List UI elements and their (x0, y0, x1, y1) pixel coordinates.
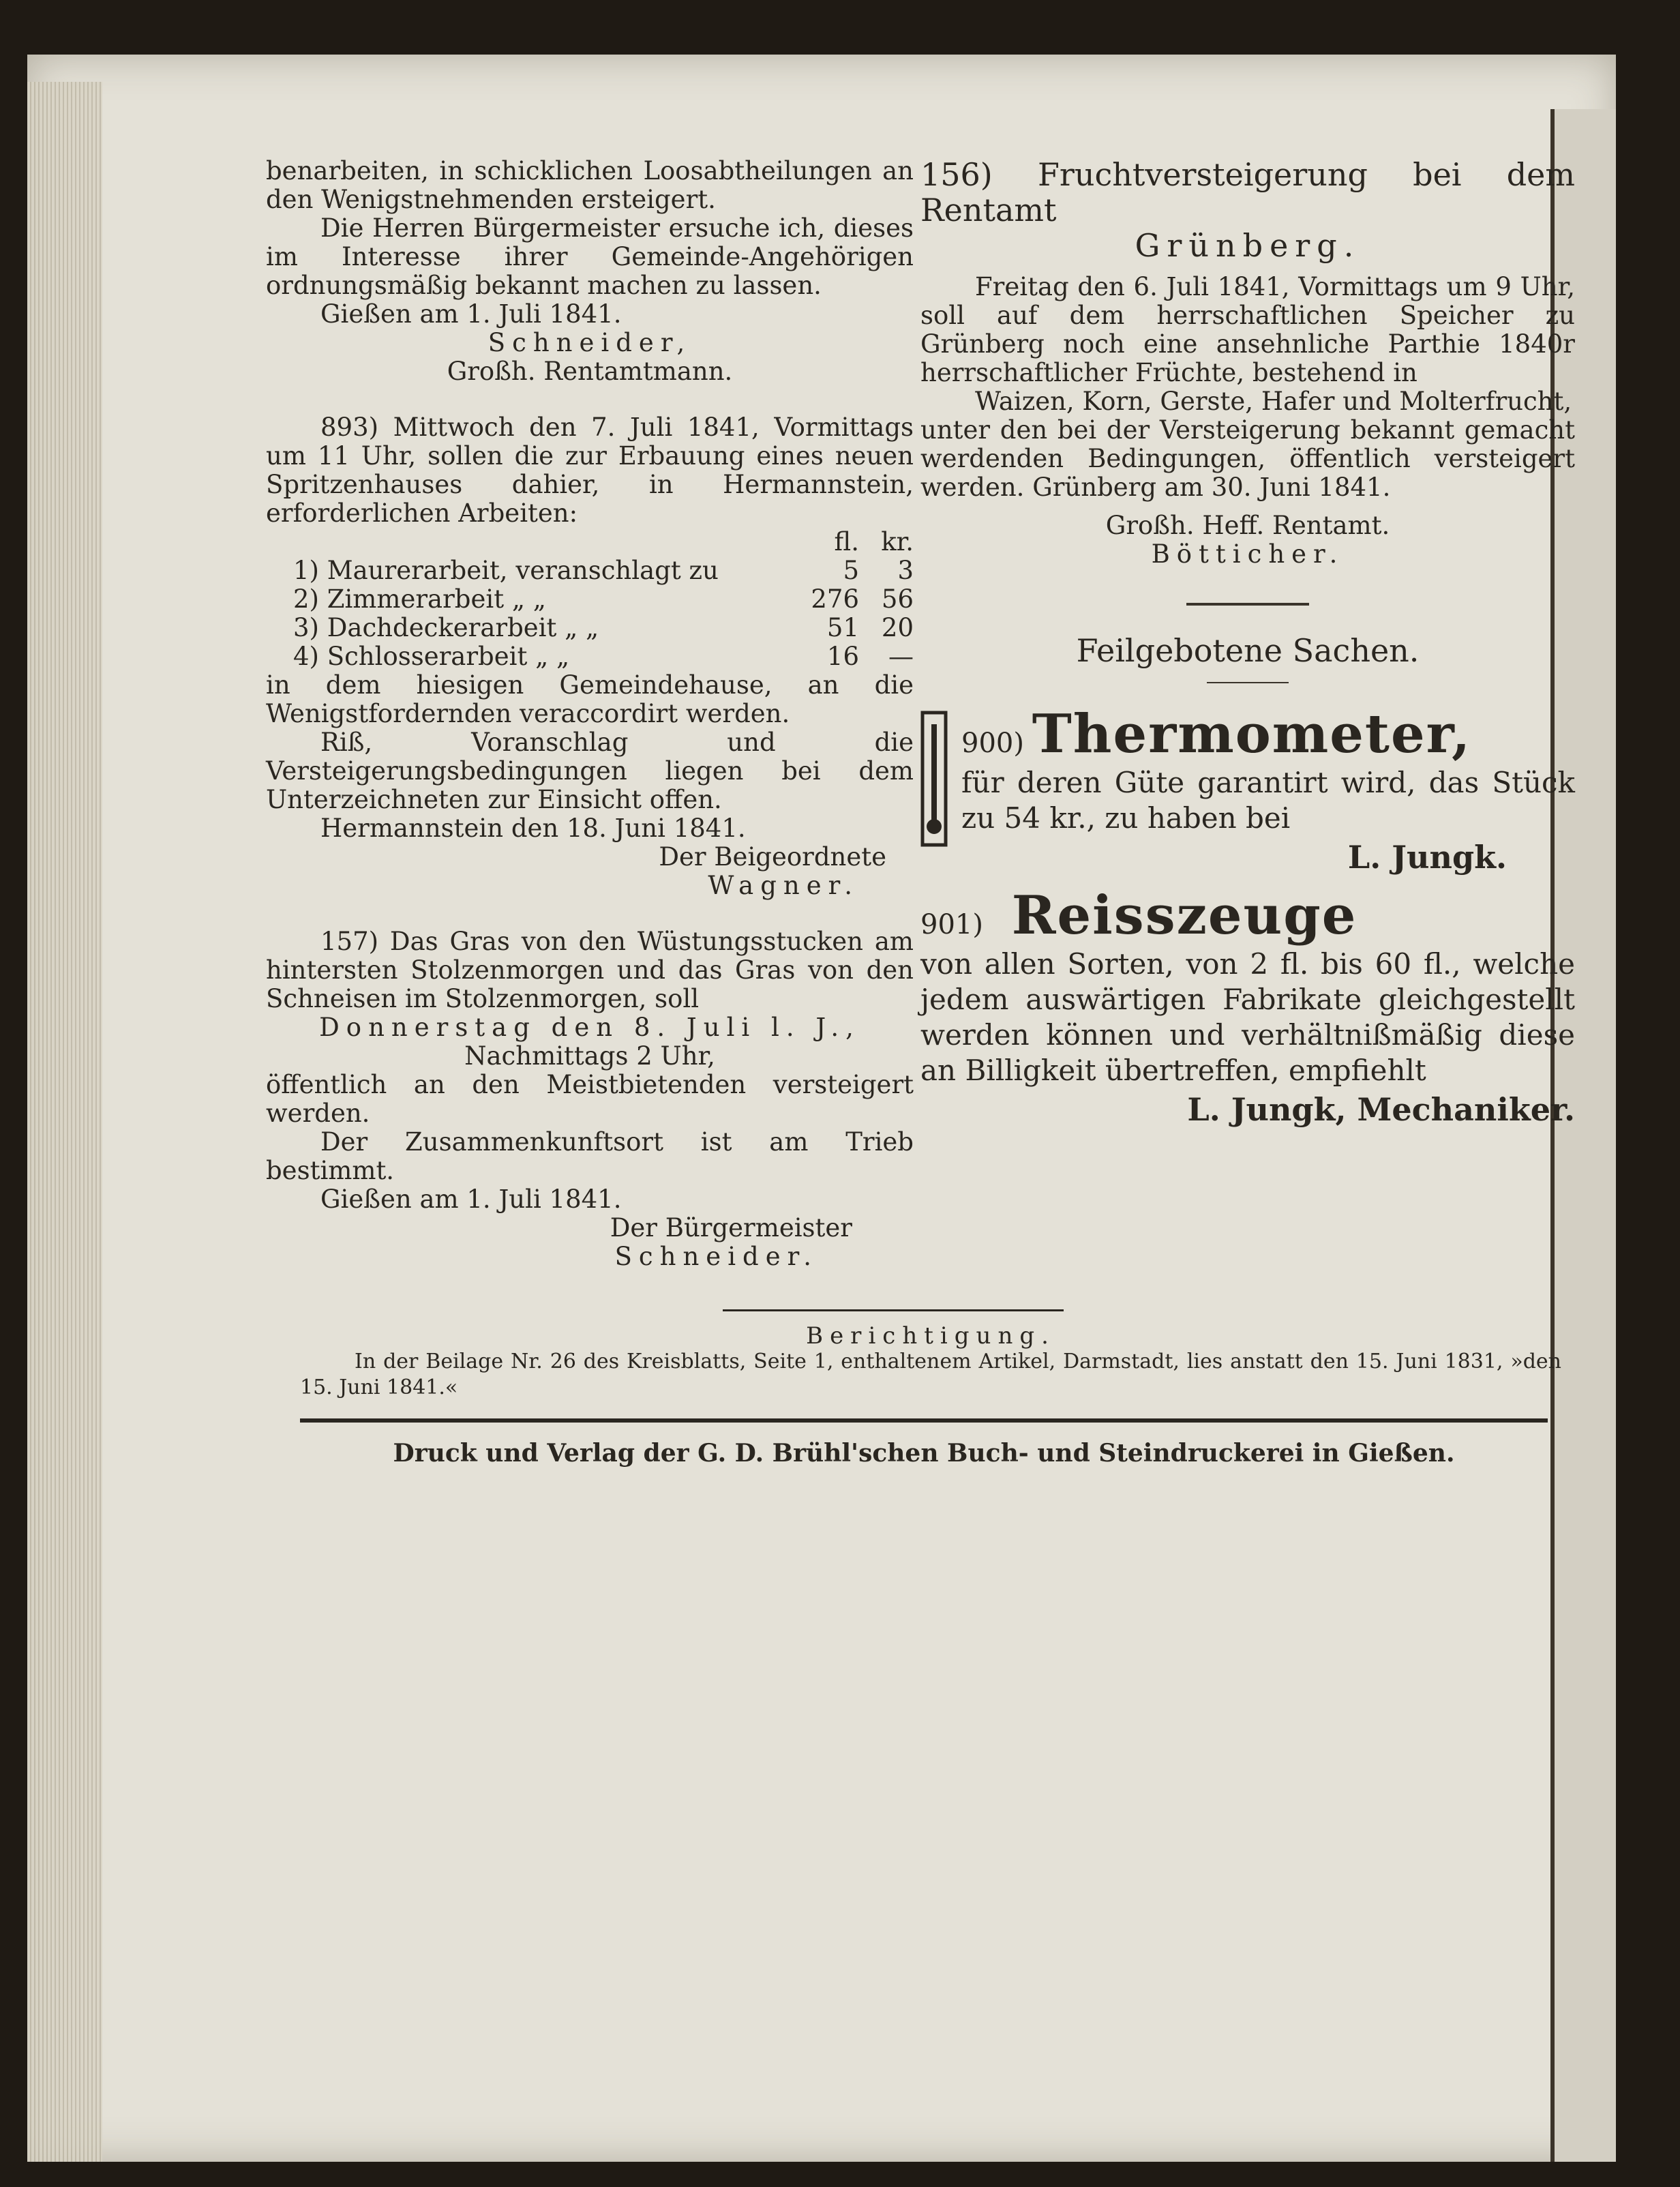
notice-893-signature: Wagner. (708, 871, 859, 900)
ad-900-number: 900) (961, 728, 1024, 759)
ad-901-body: von allen Sorten, von 2 fl. bis 60 fl., welche jedem auswärtigen Fabrikate gleichgestellt werden können und verhältnißmäßig diese an Billigkeit übertreffen, empfiehlt (920, 947, 1575, 1087)
cost-row: 4) Schlosserarbeit „ „ 16 — (293, 642, 914, 671)
newspaper-page (27, 55, 1616, 2162)
notice-157-date: Donnerstag den 8. Juli l. J., (319, 1013, 860, 1042)
ad-901-signature: L. Jungk, Mechaniker. (1187, 1091, 1575, 1128)
notice-signature: Schneider, (487, 328, 692, 357)
notice-157-outro: öffentlich an den Meistbietenden versteigert werden. (266, 1070, 914, 1128)
notice-157-meeting: Der Zusammenkunftsort ist am Trieb bestimmt. (266, 1127, 914, 1185)
column-fl: fl. (834, 527, 859, 556)
correction-block (300, 1323, 1561, 1401)
notice-156-office: Großh. Heff. Rentamt. (1105, 511, 1390, 540)
cost-row: 1) Maurerarbeit, veranschlagt zu 5 3 (293, 556, 914, 585)
correction-text: In der Beilage Nr. 26 des Kreisblatts, Seite 1, enthaltenem Artikel, Darmstadt, lies anstatt den 15. Juni 1831, »den 15. Juni 1841.« (300, 1350, 1561, 1399)
separator-rule (1186, 603, 1309, 606)
notice-156-goods: Waizen, Korn, Gerste, Hafer und Molterfrucht, (975, 387, 1572, 416)
notice-156-body: Freitag den 6. Juli 1841, Vormittags um 9 Uhr, soll auf dem herrschaftlichen Speicher zu Grünberg noch eine ansehnliche Parthie 1840r herrschaftlicher Früchte, bestehend in (920, 272, 1575, 387)
cost-table (266, 528, 914, 671)
ad-901 (920, 884, 1575, 1128)
notice-place-date: Gießen am 1. Juli 1841. (320, 299, 622, 329)
cost-row: 2) Zimmerarbeit „ „ 276 56 (293, 584, 914, 614)
notice-893-intro: 893) Mittwoch den 7. Juli 1841, Vormittags um 11 Uhr, sollen die zur Erbauung eines neuen Spritzenhauses dahier, in Hermannstein, erforderlichen Arbeiten: (266, 413, 914, 528)
notice-156-heading: 156) Fruchtversteigerung bei dem Rentamt (920, 156, 1575, 228)
book-page-edges (27, 82, 102, 2162)
notice-893-outro: in dem hiesigen Gemeindehause, an die Wenigstfordernden veraccordirt werden. (266, 670, 914, 728)
notice-157-role: Der Bürgermeister (610, 1213, 852, 1243)
ad-900-body: für deren Güte garantirt wird, das Stück zu 54 kr., zu haben bei (961, 766, 1575, 835)
cost-row: 3) Dachdeckerarbeit „ „ 51 20 (293, 613, 914, 642)
ad-901-number: 901) (920, 909, 983, 940)
notice-157-time: Nachmittags 2 Uhr, (464, 1041, 715, 1071)
ad-900-signature: L. Jungk. (1347, 839, 1507, 876)
notice-156-signature: Bötticher. (1151, 539, 1345, 569)
ad-901-title: Reisszeuge (1011, 884, 1358, 947)
imprint-rule (300, 1418, 1548, 1423)
right-column (920, 156, 1575, 1128)
notice-893-documents: Riß, Voranschlag und die Versteigerungsbedingungen liegen bei dem Unterzeichneten zur Einsicht offen. (266, 728, 914, 814)
thermometer-icon (920, 711, 948, 847)
notice-893-place: Hermannstein den 18. Juni 1841. (320, 814, 746, 843)
notice-signer-title: Großh. Rentamtmann. (447, 357, 733, 386)
correction-title: Berichtigung. (806, 1322, 1055, 1350)
ad-900-title: Thermometer, (1032, 703, 1472, 765)
ad-900 (920, 703, 1575, 876)
notice-893-role: Der Beigeordnete (659, 842, 886, 872)
notice-continuation: benarbeiten, in schicklichen Loosabtheilungen an den Wenigstnehmenden ersteigert. (266, 156, 914, 214)
notice-156-conditions: unter den bei der Versteigerung bekannt gemacht werdenden Bedingungen, öffentlich versteigert werden. Grünberg am 30. Juni 1841. (920, 415, 1575, 502)
notice-request: Die Herren Bürgermeister ersuche ich, dieses im Interesse ihrer Gemeinde-Angehörigen ordnungsmäßig bekannt machen zu lassen. (266, 213, 914, 300)
notice-157-intro: 157) Das Gras von den Wüstungsstucken am hintersten Stolzenmorgen und das Gras von den Schneisen im Stolzenmorgen, soll (266, 927, 914, 1013)
notice-156-heading-place: Grünberg. (1135, 227, 1361, 264)
section-title: Feilgebotene Sachen. (1076, 632, 1420, 669)
left-column (266, 157, 914, 1271)
notice-157-signature: Schneider. (614, 1242, 818, 1271)
column-kr: kr. (881, 527, 914, 556)
notice-157-place: Gießen am 1. Juli 1841. (320, 1185, 622, 1214)
section-rule (1207, 682, 1289, 683)
correction-rule (723, 1309, 1064, 1311)
imprint: Druck und Verlag der G. D. Brühl'schen Buch- und Steindruckerei in Gießen. (393, 1439, 1455, 1468)
